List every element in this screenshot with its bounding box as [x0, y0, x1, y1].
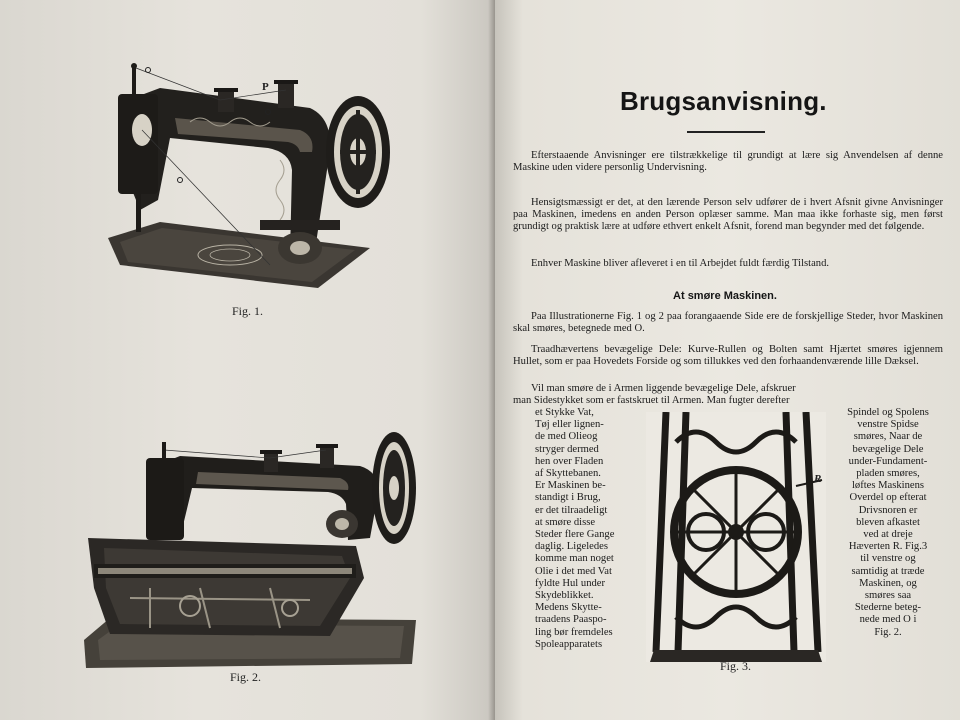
right-column-line: Fig. 2. — [874, 626, 902, 638]
left-column-line: af Skyttebanen. — [535, 468, 601, 480]
intro-paragraph-2: Hensigtsmæssigt er det, at den lærende Person selv udfører de i hvert Afsnit givne Anvisninger paa Maskinen, imedens en anden Person oplæser samme. Man maa ikke forhaste sig, men først grundigt og praktisk lære at udføre ethvert enkelt Afsnit, forend man begynder med det følgende. — [513, 197, 943, 232]
fig1-caption: Fig. 1. — [232, 304, 264, 318]
right-column-line: pladen smøres, — [856, 468, 920, 480]
oil-paragraph-line-1: Vil man smøre de i Armen liggende bevægelige Dele, afskruer — [531, 383, 796, 394]
section-heading: At smøre Maskinen. — [673, 290, 777, 302]
right-column-line: nede med O i — [859, 614, 917, 626]
left-column-line: er det tilraadeligt — [535, 504, 608, 516]
intro-paragraph-3: Enhver Maskine bliver afleveret i en til Arbejdet fuldt færdig Tilstand. — [531, 258, 830, 269]
fig1-sewing-machine-illustration — [100, 60, 400, 305]
intro-paragraph-1: Efterstaaende Anvisninger ere tilstrækkelige til grundigt at lære sig Anvendelsen af denne Maskine uden videre personlig Undervisning. — [513, 150, 943, 173]
title-underline — [687, 131, 765, 133]
left-column-line: et Stykke Vat, — [535, 407, 594, 418]
left-column-line: de med Olieog — [535, 431, 598, 443]
section-paragraph-2: Traadhævertens bevægelige Dele: Kurve-Rullen og Bolten samt Hjærtet smøres igjennem Hullet, som er paa Hovedets Forside og som tillukkes ved den forhaandenværende lille Dæksel. — [513, 344, 943, 367]
left-column-line: komme man noget — [535, 553, 614, 565]
right-column-line: til venstre og — [860, 553, 916, 565]
right-column-line: bevægelige Dele — [852, 443, 924, 455]
right-column-line: Overdel op efterat — [849, 492, 927, 504]
fig3-label-r: R — [814, 473, 822, 485]
fig1-label-p: P — [262, 81, 269, 93]
right-text-column — [822, 407, 954, 639]
section-paragraph-1: Paa Illustrationerne Fig. 1 og 2 paa forangaaende Side ere de forskjellige Steder, hvor Maskinen skal smøres, betegnede med O. — [513, 311, 943, 334]
right-column-line: smøres saa — [864, 590, 912, 602]
right-column-line: Hæverten R. Fig.3 — [848, 541, 928, 553]
fig2-sewing-machine-illustration — [80, 428, 420, 678]
left-column-line: Olie i det med Vat — [535, 565, 612, 577]
left-column-line: ling bør fremdeles — [535, 626, 613, 638]
left-column-line: Medens Skytte- — [535, 602, 602, 614]
right-column-line: smøres, Naar de — [853, 431, 923, 443]
left-column-line: Skydeblikket. — [535, 590, 594, 602]
fig3-caption: Fig. 3. — [720, 659, 752, 673]
left-column-line: fyldte Hul under — [535, 577, 606, 589]
fig2-caption: Fig. 2. — [230, 670, 262, 684]
left-text-column — [535, 407, 653, 651]
left-column-line: traadens Paaspo- — [535, 614, 607, 626]
right-column-line: Drivsnoren er — [858, 504, 918, 516]
oil-paragraph-line-2: man Sidestykket som er fastskruet til Armen. Man fugter derefter — [513, 395, 790, 406]
left-column-line: Tøj eller lignen- — [535, 419, 604, 431]
page-title: Brugsanvisning. — [620, 86, 827, 116]
right-column-line: løftes Maskinens — [851, 480, 925, 492]
right-column-line: Maskinen, og — [859, 577, 917, 589]
right-column-line: ved at dreje — [863, 529, 913, 541]
left-column-line: stryger dermed — [535, 443, 599, 455]
left-column-line: Er Maskinen be- — [535, 480, 606, 492]
left-column-line: at smøre disse — [535, 516, 596, 528]
left-column-line: Spoleapparatets — [535, 638, 603, 650]
right-column-line: Spindel og Spolens — [847, 407, 929, 418]
left-column-line: hen over Fladen — [535, 455, 604, 467]
right-column-line: bleven afkastet — [856, 516, 920, 528]
right-column-line: Stederne beteg- — [854, 602, 922, 614]
left-column-line: standigt i Brug, — [535, 492, 601, 504]
right-column-line: samtidig at træde — [851, 565, 925, 577]
fig3-treadle-stand-illustration — [646, 412, 826, 662]
right-column-line: venstre Spidse — [857, 419, 919, 431]
right-column-line: under-Fundament- — [848, 455, 928, 467]
left-column-line: Steder flere Gange — [535, 529, 615, 541]
left-column-line: daglig. Ligeledes — [535, 541, 608, 553]
